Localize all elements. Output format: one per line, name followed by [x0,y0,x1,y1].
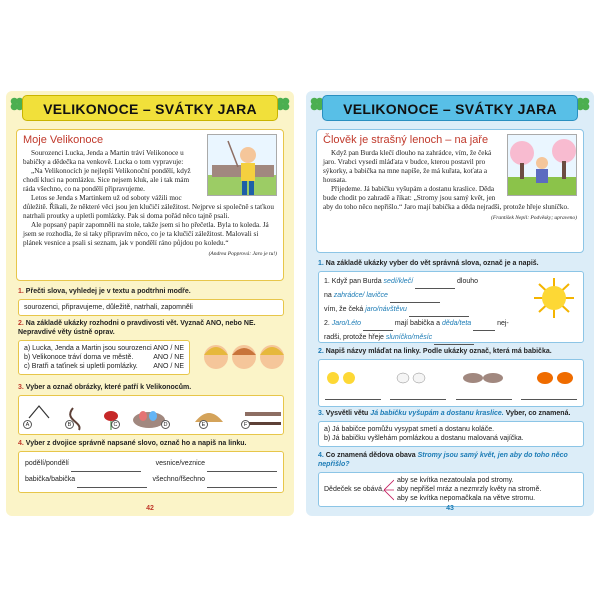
children-faces-image [202,339,288,375]
answer-line[interactable] [521,393,577,400]
exercise-text: Vyber z dvojice správně napsané slovo, označ ho a napiš na linku. [25,440,247,447]
sentence-lead: Dědeček se obává, [324,486,384,493]
exercise-number: 4. [318,452,324,459]
boy-with-pomlazka-image [207,134,277,196]
exercise-number: 3. [318,410,324,417]
exercise-text: Napiš názvy mláďat na linky. Podle ukázky označ, která má babička. [325,348,552,355]
answer-line[interactable] [207,465,277,472]
option-a[interactable]: A [23,420,32,429]
exercise-number: 4. [18,440,24,447]
choice-a[interactable]: aby se kvítka nezatoulala pod stromy. [397,477,514,484]
sun-icon [531,278,577,318]
exercise-text: Na základě ukázky vyber do vět správná slova, označ je a napiš. [325,260,539,267]
true-false-box [18,340,190,375]
exercise-4 [18,439,284,493]
source-citation: (Andrea Popprová: Jaro je tu!) [208,251,277,257]
sentence-part: mají babička a [394,320,441,327]
answer-line[interactable] [71,465,141,472]
exercise-number: 2. [18,320,24,327]
exercise-number: 2. [318,348,324,355]
story-paragraph: Sourozenci Lucka, Jenda a Martin tráví Velikonoce u babičky a dědečka na venkově. Lucka o tom vypravuje: [23,149,184,166]
answer-line[interactable] [77,481,147,488]
sentence-part: na [324,292,332,299]
word-pair: babička/babička [25,476,76,483]
option-c[interactable]: C [111,420,120,429]
exercise-2 [318,347,584,407]
garden-illustration [507,134,577,196]
picture-choice-box [18,395,284,435]
exercise-number: 1. [318,260,324,267]
branch-arrow-icon [384,478,394,502]
choice-a[interactable]: a) Já babičce pomůžu vysypat smetí a dostanu koláče. [324,426,495,433]
exercise-text: Přečti slova, vyhledej je v textu a podtrhni modře. [25,288,191,295]
exercise-text: Na základě ukázky rozhodni o pravdivosti vět. Vyznač ANO, nebo NE. Nepravdivé věty ústně oprav. [18,320,256,336]
statement: a) Lucka, Jenda a Martin jsou sourozenci [24,345,152,352]
story-paragraph: Letos se Jenda s Martinkem už od soboty vážili moc důležitě. Říkali, že některé věci jsou jen klučičí záležitost. Nejprve si společně s taťkou natrhali proutky a upletli pomlázky. Pak si doma pořád něco tajně psali. [23,194,274,220]
option-f[interactable]: F [241,420,250,429]
answer-line[interactable] [390,393,446,400]
word-box: sourozenci, připravujeme, důležitě, natrhali, zapomněli [18,299,284,316]
exercise-text: Vyber a označ obrázky, které patří k Velikonocům. [25,384,192,391]
ano-ne-choice[interactable]: ANO / NE [153,345,184,352]
animals-box [318,359,584,407]
sentence-part: vím, že čeká [324,306,364,313]
exercise-3 [318,409,584,447]
word-choice: zahrádce/ lavičce [333,292,388,299]
sentence-part: nej- [497,320,509,327]
page-title: VELIKONOCE – SVÁTKY JARA [322,95,578,121]
answer-line[interactable] [415,282,455,289]
exercise-number: 3. [18,384,24,391]
answer-line[interactable] [473,324,495,331]
exercise-4 [318,451,584,507]
exercise-1 [318,259,584,343]
quoted-sentence: Já babičku vyšupám a dostanu kraslice. [370,410,504,417]
word-choice: sluníčko/měsíc [385,334,433,341]
meaning-choice-box [318,421,584,447]
answer-line[interactable] [207,481,277,488]
word-choice: Jaro/Léto [331,320,361,327]
page-title: VELIKONOCE – SVÁTKY JARA [22,95,278,121]
answer-line[interactable] [456,393,512,400]
exercise-number: 1. [18,288,24,295]
story-paragraph: Když pan Burda klečí dlouho na zahrádce, vím, že čeká jaro. Vrabci vysedí mláďata v budce, kterou postavil pro sýkorky, a babička na mne napíše, že má kuřata, koťata a housata. [323,149,492,184]
story-paragraph: Ale popsaný papír zapomněli na stole, takže jsem si ho přečetla. Byla to koleda. Já jsem se rozhodla, že si taky připravím něco, co je ta klučičí záležitost. Malovali si plánek vesnice a psali si seznam, jak v pondělí ráno půjdou po koledu.“ [23,221,269,247]
option-e[interactable]: E [199,420,208,429]
exercise-2 [18,319,284,375]
answer-line[interactable] [363,324,393,331]
sentence-part: radši, protože hřeje [324,334,384,341]
exercise-text: Co znamená dědova obava [325,452,416,459]
word-choice: děda/teta [441,320,472,327]
fill-in-box [318,271,584,343]
word-choice: jaro/návštěvu [365,306,407,313]
word-pair: podělí/pondělí [25,460,69,467]
answer-line[interactable] [325,393,381,400]
answer-line[interactable] [409,310,469,317]
statement: c) Bratři a taťinek si upletli pomlázky. [24,363,138,370]
left-page [6,91,294,516]
exercise-1 [18,287,284,316]
sentence-part: 2. [324,320,330,327]
story-title: Člověk je strašný lenoch – na jaře [323,134,489,146]
option-d[interactable]: D [161,420,170,429]
word-pair: vesnice/veznice [155,460,206,467]
story-paragraph: „Na Velikonocích je nejlepší Velikonoční pondělí, když chodí kluci na pomlázku. Sice nejsem kluk, ale i tak mám ráda všechno, co na pondělí připravujeme. [23,167,191,193]
choice-b[interactable]: b) Já babičku vyšlehám pomlázkou a dostanu malovaná vajíčka. [324,435,524,442]
statement: b) Velikonoce tráví doma ve městě. [24,354,134,361]
worry-choice-box [318,472,584,507]
ano-ne-choice[interactable]: ANO / NE [153,354,184,361]
choice-b[interactable]: aby nepřišel mráz a nezmrzly květy na stromě. [397,486,542,493]
sentence-part: 1. Když pan Burda [324,278,382,285]
spelling-box [18,451,284,493]
answer-line[interactable] [434,338,474,345]
right-page [306,91,594,516]
baby-animals-image [323,362,583,388]
page-number: 42 [146,505,154,512]
sentence-part: dlouho [457,278,479,285]
quoted-sentence: Stromy jsou samý květ, jen aby do toho něco nepřišlo? [318,452,568,468]
ano-ne-choice[interactable]: ANO / NE [153,363,184,370]
source-citation: (František Nepil: Podvěsky; upraveno) [491,215,577,221]
exercise-text: Vyber, co znamená. [505,410,571,417]
story-title: Moje Velikonoce [23,134,104,146]
option-b[interactable]: B [65,420,74,429]
exercise-3 [18,383,284,435]
word-pair: všechno/fšechno [152,476,206,483]
exercise-text: Vysvětli větu [325,410,369,417]
page-number: 43 [446,505,454,512]
story-box [316,129,584,253]
story-paragraph: Přijedeme. Já babičku vyšupám a dostanu kraslice. Děda bude chodit po zahradě a říkat: „Stromy jsou samý květ, jen aby do toho něco nepřišlo.“ Jaro mají babička a děda nejradši, protože hřeje sluníčko. [323,185,569,211]
story-box [16,129,284,281]
choice-c[interactable]: aby se kvítka nepomačkala na větve stromu. [397,495,536,502]
answer-line[interactable] [390,296,440,303]
word-choice: sedí/klečí [383,278,414,285]
